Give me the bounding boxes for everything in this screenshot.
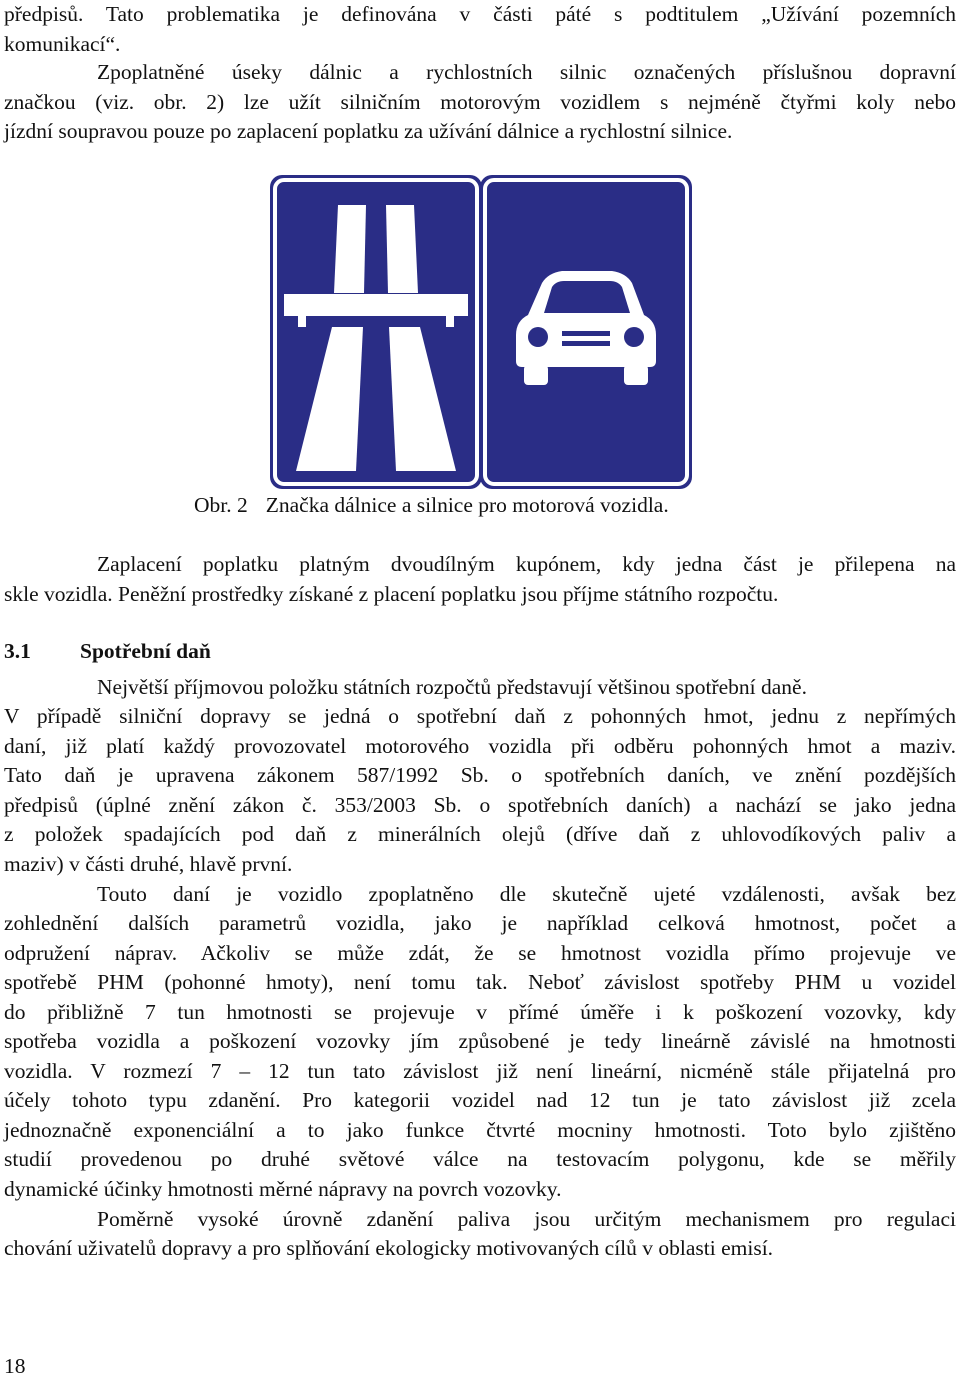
- figure-number: Obr. 2: [194, 493, 248, 517]
- text-line: Poměrně vysoké úrovně zdanění paliva jsou určitým mechanismem pro regulaci: [97, 1207, 956, 1231]
- text-line: komunikací“.: [4, 32, 121, 56]
- text-line: značkou (viz. obr. 2) lze užít silničním motorovým vozidlem s nejméně čtyřmi koly nebo: [4, 90, 956, 114]
- text-line: účely tohoto typu zdanění. Pro kategorii vozidel nad 12 tun je tato závislost již zcela: [4, 1088, 956, 1112]
- text-line: chování uživatelů dopravy a pro splňování ekologicky motivovaných cílů v oblasti emisí.: [4, 1236, 774, 1260]
- figure-caption: [194, 491, 669, 520]
- text-line: zohlednění dalších parametrů vozidla, jako je například celková hmotnost, počet a: [4, 911, 956, 935]
- text-line: maziv) v části druhé, hlavě první.: [4, 852, 293, 876]
- text-line: V případě silniční dopravy se jedná o spotřební daň z pohonných hmot, jednu z nepřímých: [4, 704, 956, 728]
- text-line: Největší příjmovou položku státních rozpočtů představují většinou spotřební daně.: [97, 675, 807, 699]
- text-line: jízdní soupravou pouze po zaplacení poplatku za užívání dálnice a rychlostní silnice.: [4, 119, 733, 143]
- text-line: Zaplacení poplatku platným dvoudílným kupónem, kdy jedna část je přilepena na: [97, 552, 956, 576]
- text-line: spotřebě PHM (pohonné hmoty), není tomu tak. Neboť závislost spotřeby PHM u vozidel: [4, 970, 956, 994]
- text-line: skle vozidla. Peněžní prostředky získané z placení poplatku jsou příjme státního rozpočtu.: [4, 582, 779, 606]
- text-line: vozidla. V rozmezí 7 – 12 tun tato závislost již není lineární, nicméně stále přijatelná pro: [4, 1059, 956, 1083]
- text-line: předpisů (úplné znění zákon č. 353/2003 Sb. o spotřebních daních) a nachází se jako jedna: [4, 793, 956, 817]
- text-line: předpisů. Tato problematika je definována v části páté s podtitulem „Užívání pozemních: [4, 2, 956, 26]
- text-line: jednoznačně exponenciální a to jako funkce čtvrté mocniny hmotnosti. Toto bylo zjištěno: [4, 1118, 956, 1142]
- section-title: Spotřební daň: [80, 639, 211, 663]
- motor-vehicle-road-sign-image: [480, 175, 692, 489]
- section-number: 3.1: [4, 639, 31, 663]
- figure-caption-text: Značka dálnice a silnice pro motorová vozidla.: [265, 493, 669, 517]
- motorway-sign-image: [270, 175, 482, 489]
- text-line: spotřeba vozidla a poškození vozovky jím způsobené je tedy lineárně závislé na hmotnosti: [4, 1029, 956, 1053]
- text-line: daní, již platí každý provozovatel motorového vozidla při odběru pohonných hmot a maziv.: [4, 734, 956, 758]
- page-number: 18: [4, 1354, 26, 1378]
- text-line: Zpoplatněné úseky dálnic a rychlostních silnic označených příslušnou dopravní: [97, 60, 956, 84]
- text-line: z položek spadajících pod daň z minerálních olejů (dříve daň z uhlovodíkových paliv a: [4, 822, 956, 846]
- text-line: studií provedenou po druhé světové válce na testovacím polygonu, kde se měřily: [4, 1147, 956, 1171]
- text-line: Touto daní je vozidlo zpoplatněno dle skutečně ujeté vzdálenosti, avšak bez: [97, 882, 956, 906]
- text-line: odpružení náprav. Ačkoliv se může zdát, že se hmotnost vozidla přímo projevuje ve: [4, 941, 956, 965]
- section-heading: [4, 637, 211, 666]
- text-line: Tato daň je upravena zákonem 587/1992 Sb. o spotřebních daních, ve znění pozdějších: [4, 763, 956, 787]
- text-line: dynamické účinky hmotnosti měrné nápravy na povrch vozovky.: [4, 1177, 562, 1201]
- text-line: do přibližně 7 tun hmotnosti se projevuje v přímé úměře i k poškození vozovky, kdy: [4, 1000, 956, 1024]
